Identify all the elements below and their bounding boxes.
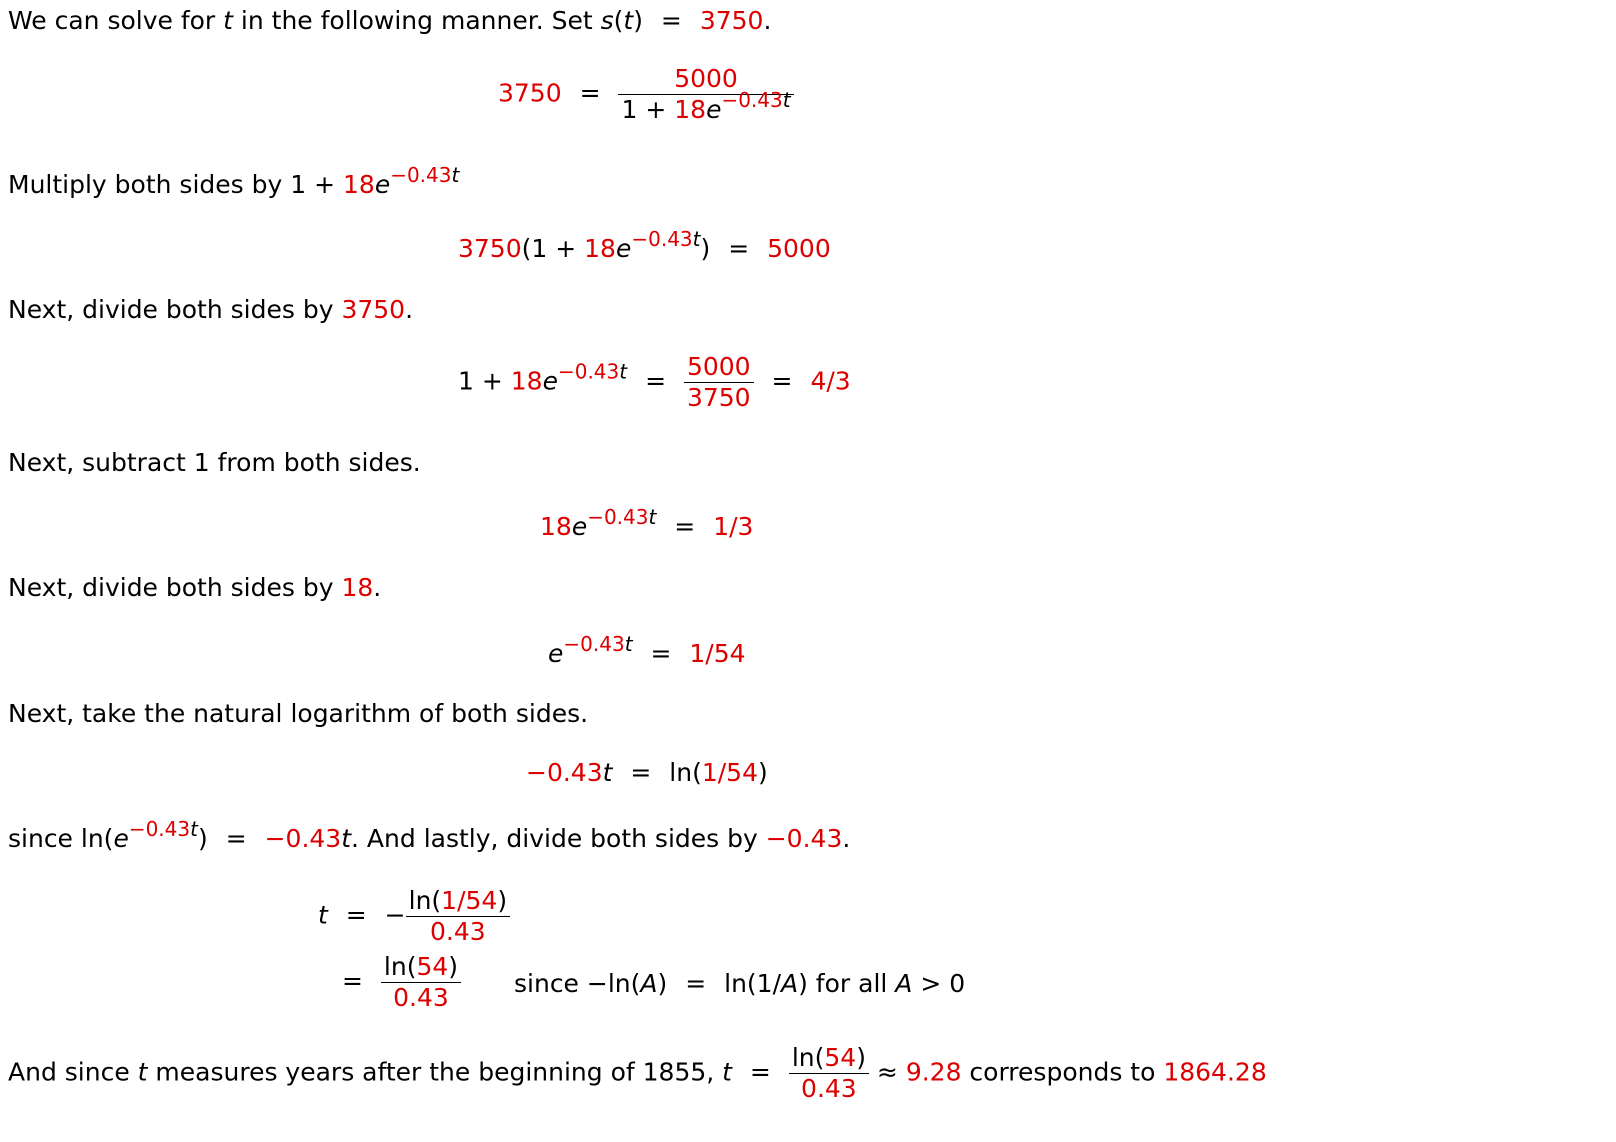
paren: (: [613, 6, 624, 35]
equation-1: [498, 64, 794, 125]
intro-text: in the following manner. Set: [232, 6, 601, 35]
equals-sign: =: [728, 234, 750, 263]
fraction: $\frac{\ln(1/54)}{0.43}$: [406, 886, 510, 947]
equals-sign: =: [685, 969, 707, 998]
variable-t: t: [623, 6, 634, 35]
equation-8: [342, 952, 461, 1013]
equals-sign: =: [345, 900, 367, 930]
equation-8-note: since −ln(A) = ln(1/A) for all A > 0: [514, 969, 966, 998]
intro-line: [8, 8, 771, 33]
step-1-text: Multiply both sides by $1 + 18e^{-0.43t}$: [8, 163, 460, 199]
step-4-text: Next, divide both sides by 18.: [8, 573, 382, 602]
equals-sign: =: [771, 366, 793, 396]
intro-text: We can solve for: [8, 6, 224, 35]
variable-s: s: [600, 6, 614, 35]
target-value: 3750: [699, 6, 764, 35]
fraction: $\frac{5000}{3750}$: [684, 352, 754, 413]
equals-sign: =: [660, 6, 682, 35]
equals-sign: =: [650, 639, 672, 668]
numerator: 5000: [618, 64, 793, 95]
equation-4: $18e^{-0.43t} = 1/3$: [540, 505, 754, 541]
period: .: [763, 6, 772, 35]
equals-sign: =: [645, 366, 667, 396]
equals-sign: =: [674, 512, 696, 541]
step-5-text: Next, take the natural logarithm of both sides.: [8, 699, 589, 728]
step-3-text: Next, subtract 1 from both sides.: [8, 448, 421, 477]
variable-t: t: [223, 6, 233, 35]
fraction: $\frac{\ln(54)}{0.43}$: [789, 1043, 869, 1104]
equation-5: $e^{-0.43t} = 1/54$: [548, 632, 746, 668]
lhs-value: 3750: [498, 78, 562, 108]
step-6-text: since $\ln(e^{-0.43t}) = -0.43t$. And lastly, divide both sides by −0.43.: [8, 817, 851, 853]
equals-sign: =: [579, 78, 601, 108]
equals-sign: =: [630, 758, 652, 787]
equals-sign: =: [225, 824, 247, 853]
equation-7: t = − $\frac{\ln(1/54)}{0.43}$: [318, 886, 510, 947]
fraction: [618, 64, 793, 125]
fraction: $\frac{\ln(54)}{0.43}$: [381, 952, 461, 1013]
paren: ): [633, 6, 643, 35]
equals-sign: =: [749, 1057, 771, 1087]
final-line: And since t measures years after the beginning of 1855, t = $\frac{\ln(54)}{0.43}$ ≈ 9.28 corresponds to 1864.28: [8, 1043, 1267, 1103]
equation-6: −0.43t = ln(1/54): [526, 758, 768, 787]
equals-sign: =: [342, 966, 363, 996]
denominator: $1 + 18e^{-0.43t}$: [621, 88, 791, 124]
step-2-text: Next, divide both sides by 3750.: [8, 295, 414, 324]
equation-3: $1 + 18e^{-0.43t}$ = $\frac{5000}{3750}$ = 4/3: [458, 352, 851, 412]
equation-2: $3750(1 + 18e^{-0.43t}) = 5000$: [458, 227, 831, 263]
